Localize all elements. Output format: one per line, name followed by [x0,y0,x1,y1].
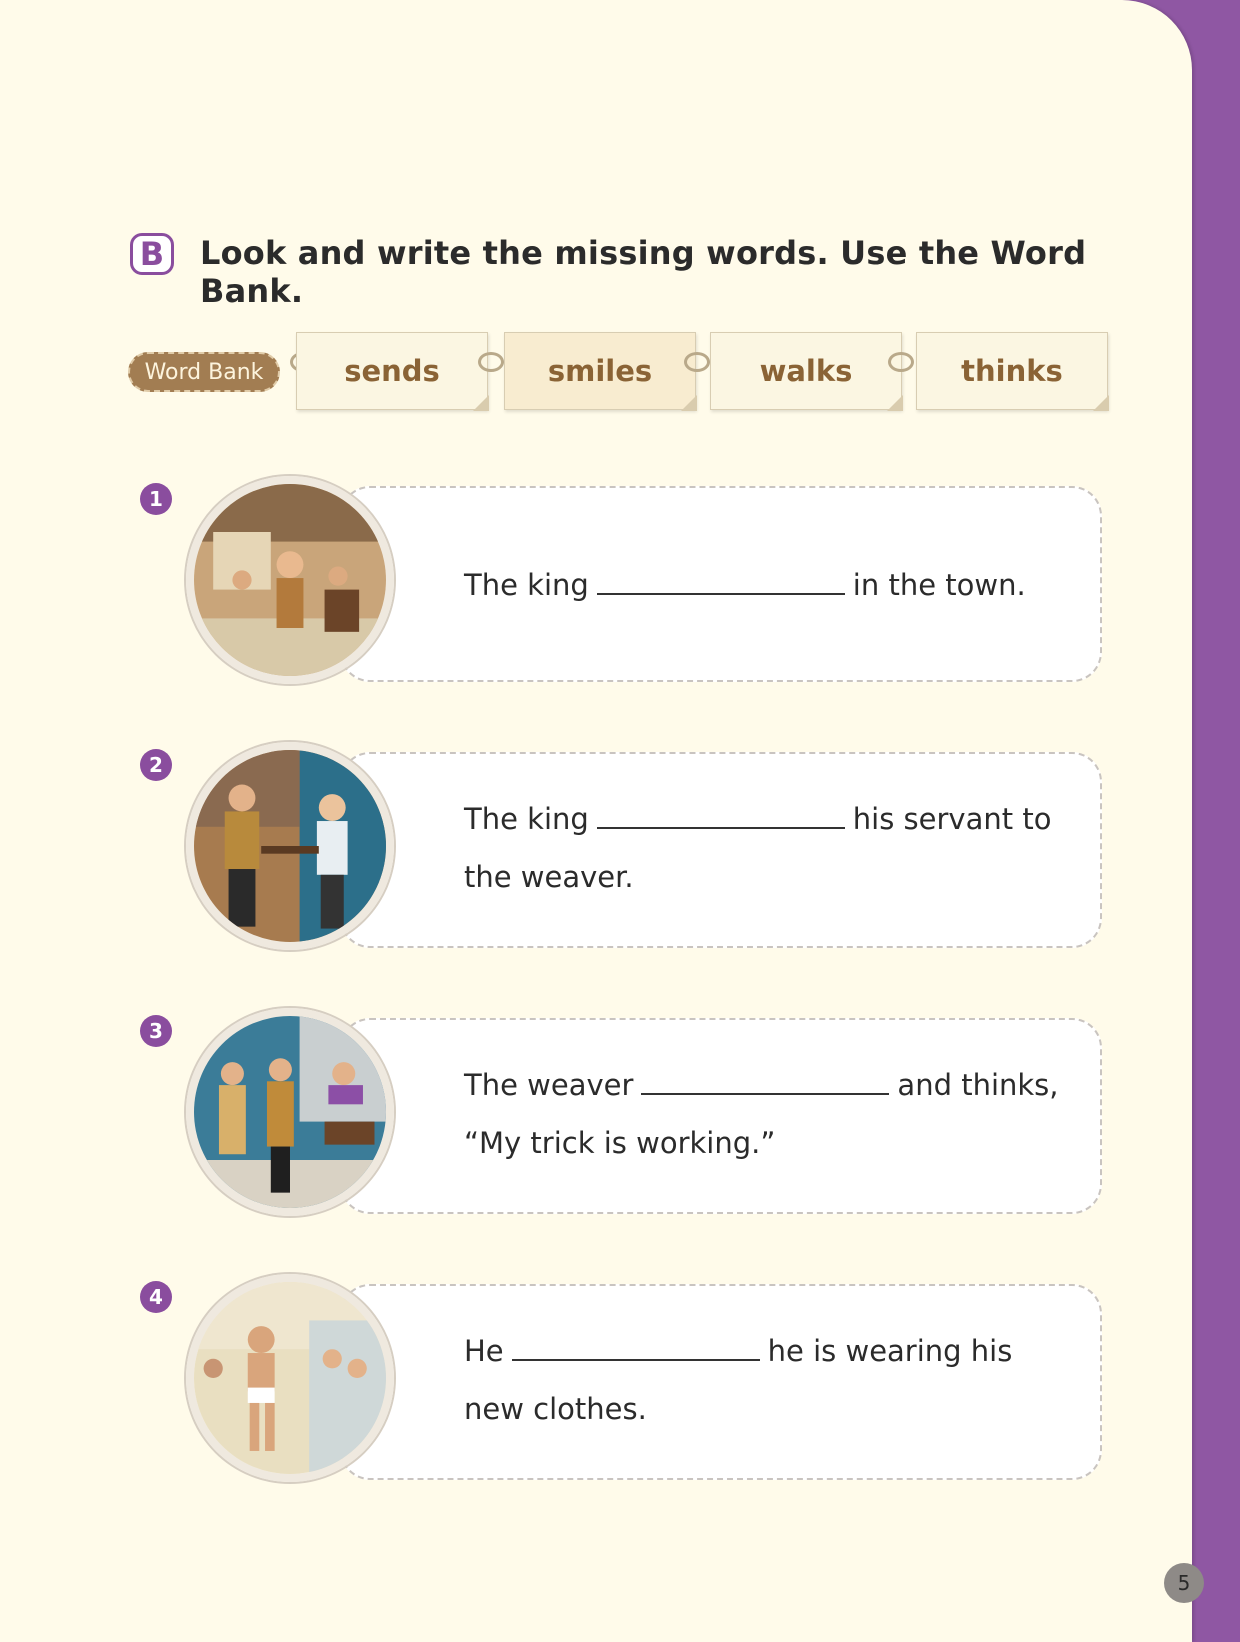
ring-icon [684,352,710,372]
word-card-walks: walks [710,332,902,410]
answer-blank-2[interactable] [597,801,845,829]
sentence-3-line2: “My trick is working.” [464,1126,776,1160]
sentence-3-end: and thinks, [897,1068,1059,1102]
bubble-pointer [398,1094,442,1138]
sentence-4-start: He [464,1334,504,1368]
sentence-4 [464,1322,1084,1438]
word-card-smiles: smiles [504,332,696,410]
ring-icon [478,352,504,372]
sentence-2-start: The king [464,802,589,836]
illustration-king-in-parade [186,1274,394,1482]
bubble-pointer [398,562,442,606]
illustration-king-walking-in-town [186,476,394,684]
sentence-1-end: in the town. [852,568,1026,602]
sentence-4-line2: new clothes. [464,1392,647,1426]
sentence-3-start: The weaver [464,1068,634,1102]
answer-blank-3[interactable] [641,1067,889,1095]
sentence-3 [464,1056,1084,1172]
sentence-2 [464,790,1084,906]
instruction-text: Look and write the missing words. Use the Word Bank. [200,234,1087,310]
bubble-pointer [398,1360,442,1404]
item-number-4: 4 [140,1281,172,1313]
sentence-2-end: his servant to [852,802,1052,836]
word-card-thinks: thinks [916,332,1108,410]
section-letter-badge: B [130,233,174,275]
item-number-1: 1 [140,483,172,515]
sentence-4-end: he is wearing his [767,1334,1013,1368]
answer-blank-4[interactable] [512,1333,760,1361]
word-card-sends: sends [296,332,488,410]
ring-icon [888,352,914,372]
sentence-1 [464,556,1084,614]
answer-blank-1[interactable] [597,567,845,595]
item-number-3: 3 [140,1015,172,1047]
bubble-pointer [398,828,442,872]
sentence-1-start: The king [464,568,589,602]
page-number: 5 [1164,1563,1204,1603]
illustration-weaver-showing-loom [186,1008,394,1216]
illustration-servant-and-weaver [186,742,394,950]
word-bank-label: Word Bank [128,352,280,392]
sentence-2-line2: the weaver. [464,860,634,894]
item-number-2: 2 [140,749,172,781]
